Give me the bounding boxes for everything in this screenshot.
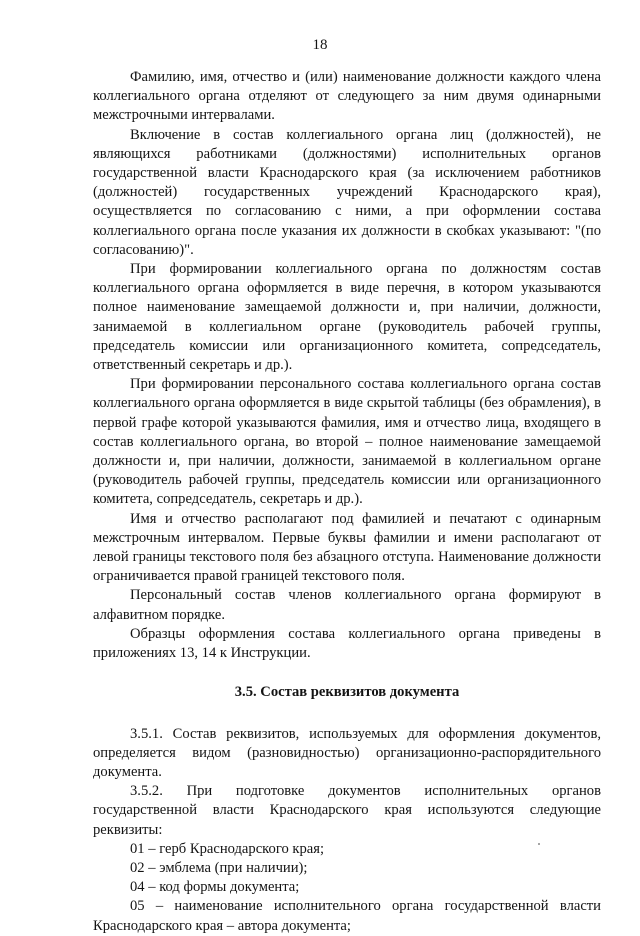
requisite-item: 05 – наименование исполнительного органа государственной власти Краснодарского края – автора документа; (93, 898, 601, 934)
scan-speck (538, 843, 540, 845)
paragraph: Персональный состав членов коллегиального органа формируют в алфавитном порядке. (93, 587, 601, 623)
section-paragraph: 3.5.2. При подготовке документов исполнительных органов государственной власти Краснодарского края используются следующие реквизиты: (93, 783, 601, 838)
section-heading: 3.5. Состав реквизитов документа (234, 684, 460, 701)
requisite-item: 04 – код формы документа; (130, 879, 300, 896)
paragraph: При формировании коллегиального органа по должностям состав коллегиального органа оформляется в виде перечня, в котором указываются полное наименование замещаемой должности и, при наличии, должности, занимаемой в коллегиальном органе (руководитель рабочей группы, председатель комиссии или организационного комитета, сопредседатель, ответственный секретарь и др.). (93, 261, 601, 374)
requisite-item: 02 – эмблема (при наличии); (130, 859, 308, 876)
paragraph: Фамилию, имя, отчество и (или) наименование должности каждого члена коллегиального органа отделяют от следующего за ним двумя одинарными межстрочными интервалами. (93, 69, 601, 124)
page-number: 18 (312, 37, 328, 53)
paragraph: Включение в состав коллегиального органа лиц (должностей), не являющихся работниками (должностями) исполнительных органов государственной власти Краснодарского края (за исключением работников (должностей) государственных учреждений Краснодарского края), осуществляется по согласованию с ними, а при оформлении состава коллегиального органа после указания их должности в скобках указывают: "(по согласованию)". (93, 126, 601, 258)
requisite-item: 01 – герб Краснодарского края; (130, 840, 325, 857)
paragraph: Имя и отчество располагают под фамилией и печатают с одинарным межстрочным интервалом. Первые буквы фамилии и имени располагают от левой границы текстового поля без абзацного отступа. Наименование должности ограничивается правой границей текстового поля. (93, 510, 601, 585)
paragraph: Образцы оформления состава коллегиального органа приведены в приложениях 13, 14 к Инструкции. (93, 625, 601, 662)
paragraph: При формировании персонального состава коллегиального органа состав коллегиального органа оформляется в виде скрытой таблицы (без обрамления), в первой графе которой указываются фамилия, имя и отчество лица, входящего в состав коллегиального органа, во второй – полное наименование замещаемой должности и, при наличии, должности, занимаемой в коллегиальном органе (руководитель рабочей группы, председатель комиссии или организационного комитета, сопредседатель, секретарь и др.). (93, 376, 601, 508)
document-body (93, 68, 601, 936)
section-paragraph: 3.5.1. Состав реквизитов, используемых для оформления документов, определяется видом (разновидностью) организационно-распорядительного документа. (93, 725, 601, 780)
